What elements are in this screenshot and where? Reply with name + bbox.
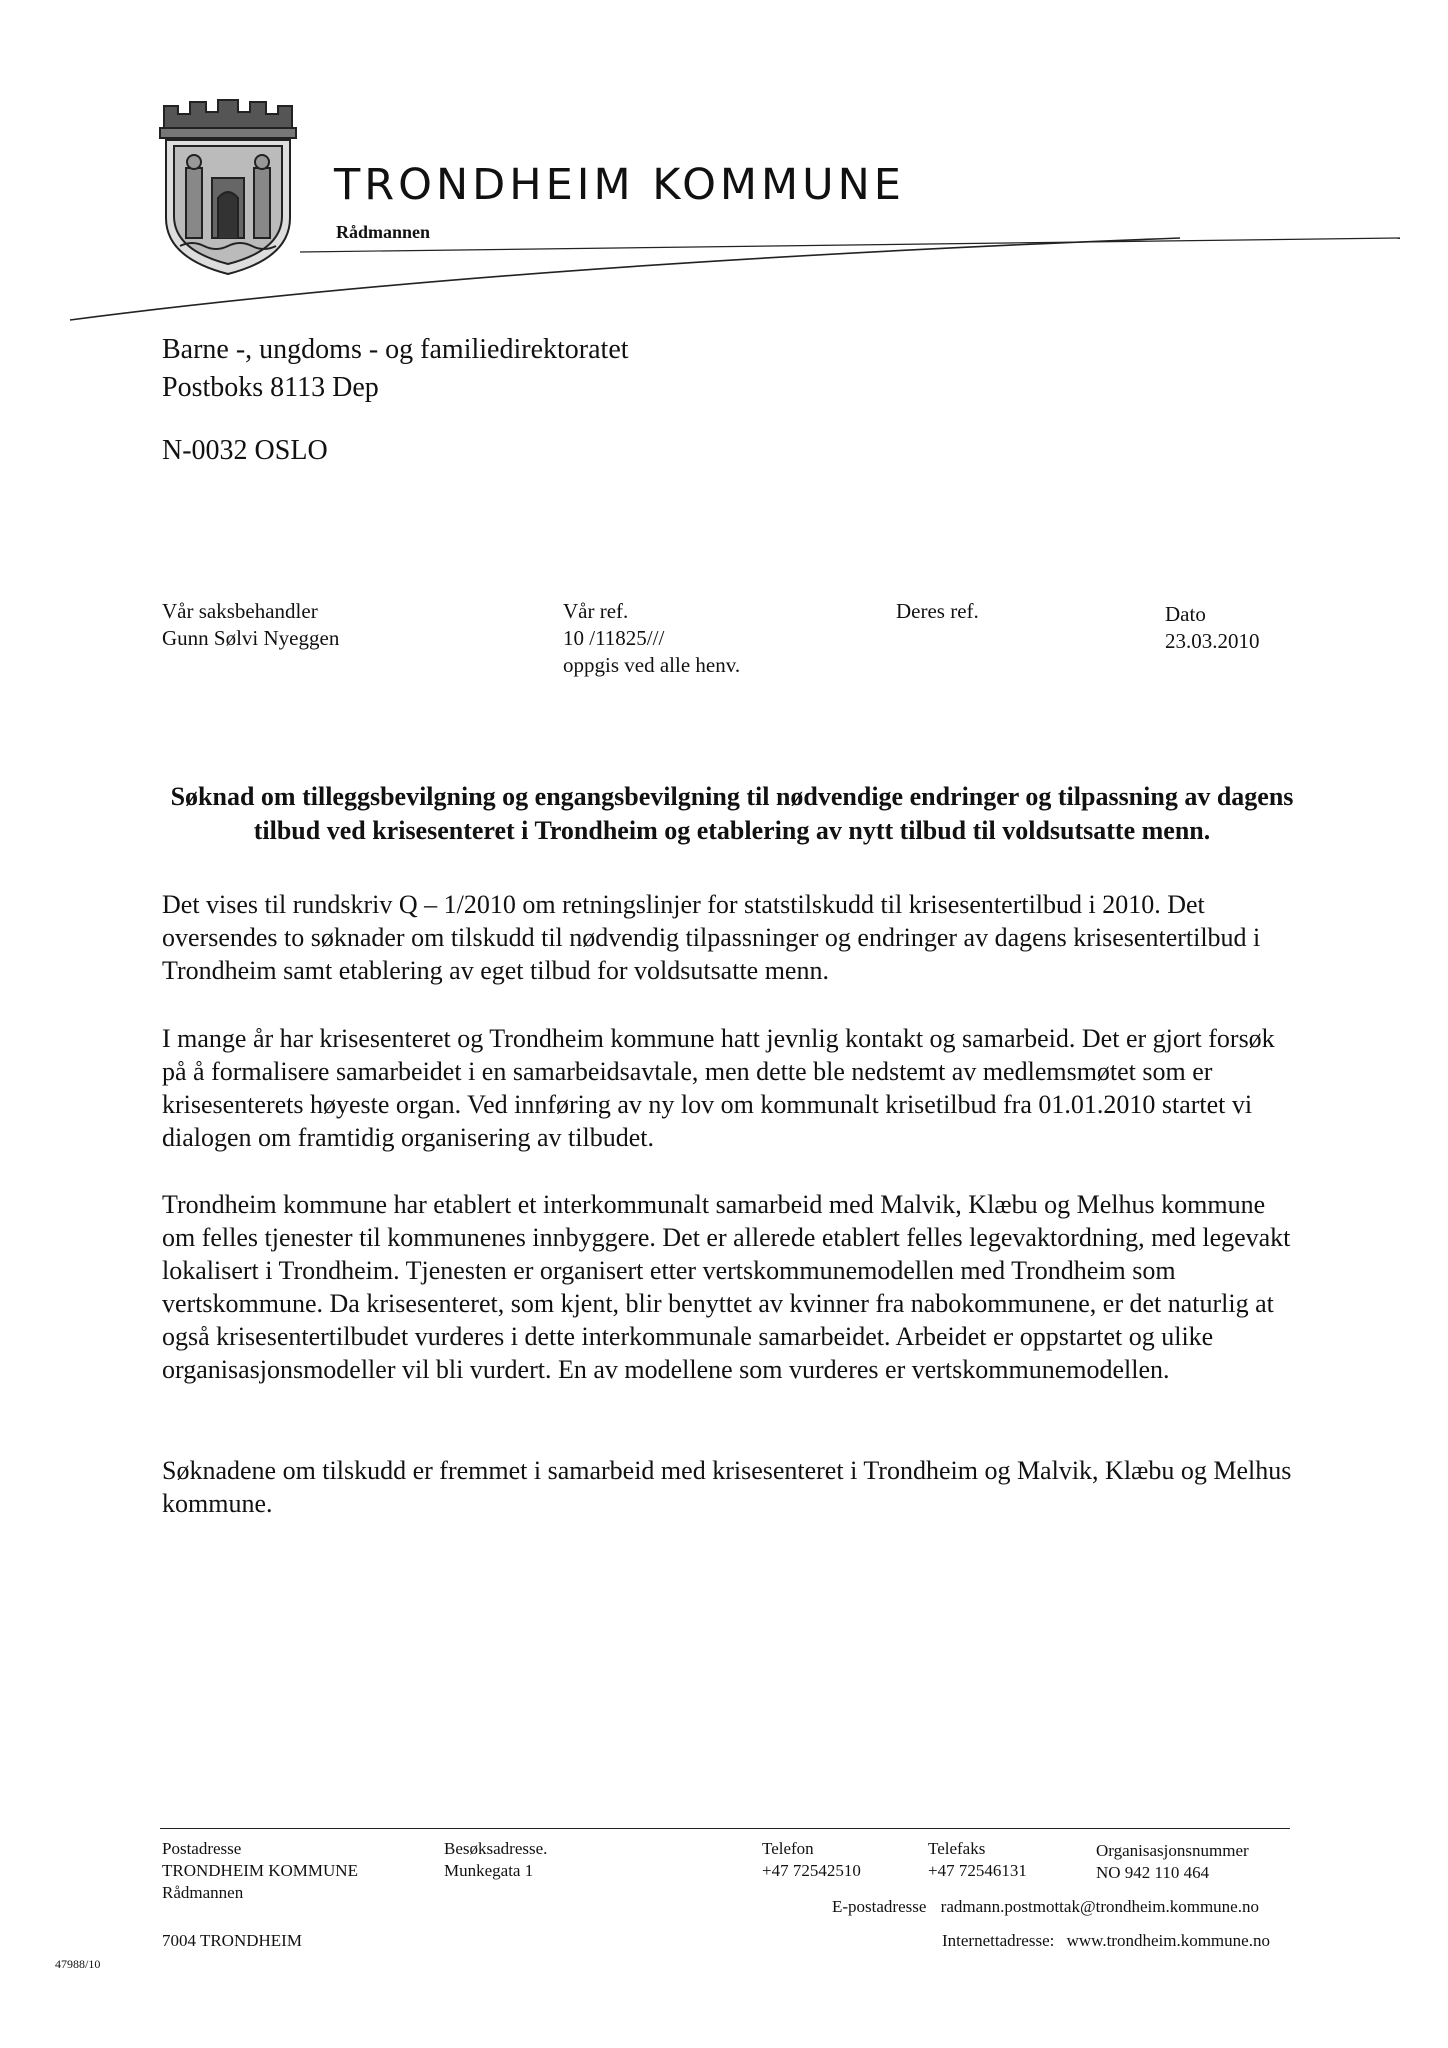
postal-label: Postadresse: [162, 1839, 242, 1858]
handler-label: Vår saksbehandler: [162, 599, 318, 623]
date-value: 23.03.2010: [1165, 629, 1260, 653]
web-value[interactable]: www.trondheim.kommune.no: [1066, 1931, 1270, 1950]
email-value[interactable]: radmann.postmottak@trondheim.kommune.no: [940, 1897, 1259, 1916]
paragraph-text: I mange år har krisesenteret og Trondheim kommune hatt jevnlig kontakt og samarbeid. Det er gjort forsøk på å formalisere samarbeidet i en samarbeidsavtale, men dette ble nedstemt av medlemsmøtet som er krisesenterets høyeste organ. Ved innføring av ny lov om kommunalt krisetilbud fra 01.01.2010 startet vi dialogen om framtidig organisering av tilbudet.: [162, 1024, 1275, 1152]
phone-value: +47 72542510: [762, 1861, 861, 1880]
phone-label: Telefon: [762, 1839, 814, 1858]
postal-org: TRONDHEIM KOMMUNE: [162, 1861, 358, 1880]
visit-value: Munkegata 1: [444, 1861, 534, 1880]
our-ref-label: Vår ref.: [563, 599, 629, 623]
footer-web: [942, 1930, 1270, 1952]
fax-value: +47 72546131: [928, 1861, 1027, 1880]
postal-city: 7004 TRONDHEIM: [162, 1931, 302, 1950]
letter-subject: Søknad om tilleggsbevilgning og engangsbevilgning til nødvendige endringer og tilpassning av dagens tilbud ved krisesenteret i Trondheim og etablering av nytt tilbud til voldsutsatte menn.: [170, 782, 1294, 845]
letterhead-rule: [0, 222, 1448, 332]
paragraph-text: Trondheim kommune har etablert et interkommunalt samarbeid med Malvik, Klæbu og Melhus kommune om felles tjenester til kommunenes innbyggere. Det er allerede etablert felles legevaktordning, med legevakt lokalisert i Trondheim. Tjenesten er organisert etter vertskommunemodellen med Trondheim som vertskommune. Da krisesenteret, som kjent, blir benyttet av kvinner fra nabokommunene, er det naturlig at også krisesentertilbudet vurderes i dette interkommunale samarbeidet. Arbeidet er oppstartet og ulike organisasjonsmodeller vil bli vurdert. En av modellene som vurderes er vertskommunemodellen.: [162, 1190, 1291, 1384]
footer-orgnr: [1096, 1840, 1249, 1884]
footer-phone: [762, 1838, 861, 1882]
postal-dept: Rådmannen: [162, 1883, 244, 1902]
recipient-line-1: Barne -, ungdoms - og familiedirektoratet: [162, 334, 629, 365]
recipient-city: N-0032 OSLO: [162, 435, 328, 466]
footer-visit: [444, 1838, 547, 1882]
department-name: Rådmannen: [336, 222, 431, 242]
your-ref-label: Deres ref.: [896, 599, 979, 623]
paragraph-text: Søknadene om tilskudd er fremmet i samarbeid med krisesenteret i Trondheim og Malvik, Klæbu og Melhus kommune.: [162, 1456, 1292, 1518]
recipient-address: [162, 331, 629, 407]
document-number: 47988/10: [55, 1957, 101, 1971]
web-label: Internettadresse:: [942, 1931, 1055, 1950]
email-label: E-postadresse: [832, 1897, 927, 1916]
body-paragraph-4: [162, 1454, 1292, 1520]
fax-label: Telefaks: [928, 1839, 986, 1858]
body-paragraph-2: [162, 1022, 1292, 1154]
our-ref-note: oppgis ved alle henv.: [563, 653, 741, 677]
visit-label: Besøksadresse.: [444, 1839, 548, 1858]
handler-value: Gunn Sølvi Nyeggen: [162, 626, 340, 650]
footer-fax: [928, 1838, 1027, 1882]
body-paragraph-3: [162, 1188, 1292, 1386]
date-label: Dato: [1165, 602, 1206, 626]
footer-email: [832, 1896, 1259, 1918]
our-ref-value: 10 /11825///: [563, 626, 665, 650]
handler-block: [162, 598, 339, 652]
paragraph-text: Det vises til rundskriv Q – 1/2010 om retningslinjer for statstilskudd til krisesentertilbud i 2010. Det oversendes to søknader om tilskudd til nødvendig tilpassninger og endringer av dagens krisesentertilbud i Trondheim samt etablering av eget tilbud for voldsutsatte menn.: [162, 890, 1261, 985]
orgnr-label: Organisasjonsnummer: [1096, 1841, 1249, 1860]
recipient-line-2: Postboks 8113 Dep: [162, 372, 379, 403]
org-name: TRONDHEIM KOMMUNE: [334, 160, 905, 210]
orgnr-value: NO 942 110 464: [1096, 1863, 1210, 1882]
body-paragraph-1: [162, 888, 1292, 987]
footer-postal: [162, 1838, 358, 1904]
our-ref-block: [563, 598, 740, 679]
footer-divider: [160, 1828, 1290, 1829]
